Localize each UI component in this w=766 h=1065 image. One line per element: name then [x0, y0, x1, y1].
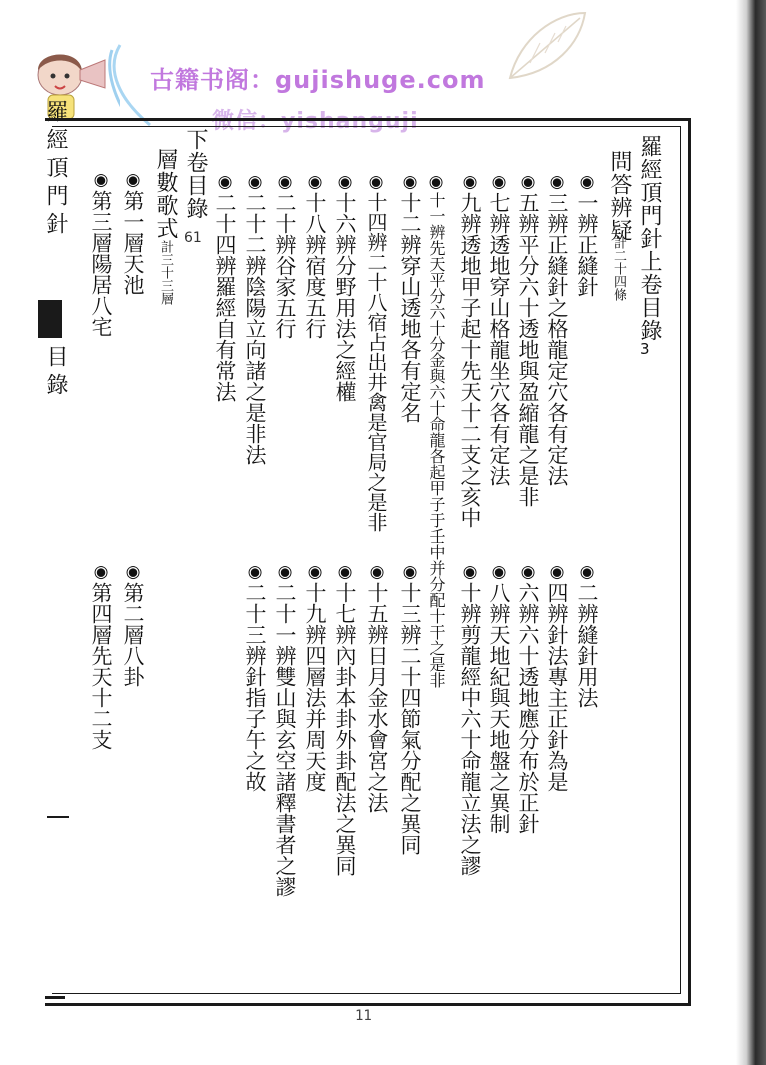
- bullet-icon: ◉: [577, 562, 597, 582]
- lower-page-marker: 61: [184, 230, 202, 246]
- bullet-icon: ◉: [305, 562, 325, 582]
- bullet-icon: ◉: [400, 172, 420, 192]
- toc-item: 五辨平分六十透地與盈縮龍之是非: [516, 192, 540, 507]
- bullet-icon: ◉: [275, 562, 295, 582]
- leaf-icon: [500, 8, 590, 88]
- toc-item: 二十四辨羅經自有常法: [213, 192, 237, 402]
- toc-item: 六辨六十透地應分布於正針: [516, 582, 540, 834]
- watermark-wechat: 微信：yishanguji: [212, 109, 419, 134]
- toc-item: 十五辨日月金水會宮之法: [365, 582, 389, 813]
- toc-item: 十辨剪龍經中六十命龍立法之謬: [458, 582, 482, 876]
- toc-item: 十七辨內卦本卦外卦配法之異同: [333, 582, 357, 876]
- volume-title: 羅經頂門針上卷目錄: [637, 135, 662, 342]
- toc-item: 第二層八卦: [121, 582, 145, 687]
- bullet-icon: ◉: [426, 172, 446, 192]
- section-count: 計二十四條: [611, 236, 626, 301]
- bullet-icon: ◉: [489, 562, 509, 582]
- toc-item: 第三層陽居八宅: [89, 190, 113, 337]
- frame-corner: [45, 996, 65, 999]
- toc-item: 十四辨二十八宿占出井禽是官局之是非: [364, 192, 388, 532]
- bullet-icon: ◉: [547, 172, 567, 192]
- watermark-site: 古籍书阁：gujishuge.com: [150, 66, 486, 94]
- bullet-icon: ◉: [547, 562, 567, 582]
- bullet-icon: ◉: [305, 172, 325, 192]
- toc-item: 二十二辨陰陽立向諸之是非法: [243, 192, 267, 465]
- toc-item: 九辨透地甲子起十先天十二支之亥中: [458, 192, 482, 528]
- bullet-icon: ◉: [518, 562, 538, 582]
- lower-subtitle: 層數歌式: [153, 148, 178, 240]
- toc-item: 八辨天地紀與天地盤之異制: [487, 582, 511, 834]
- toc-item: 二十三辨針指子午之故: [243, 582, 267, 792]
- toc-item: 十三辨二十四節氣分配之異同: [398, 582, 422, 855]
- toc-item: 十一辨先天平分六十分金與六十命龍各起甲子于壬中并分配十干之是非: [427, 192, 446, 688]
- bullet-icon: ◉: [489, 172, 509, 192]
- toc-item: 二十一辨雙山與玄空諸釋書者之謬: [273, 582, 297, 897]
- toc-item: 七辨透地穿山格龍坐穴各有定法: [487, 192, 511, 486]
- lower-volume-title: 下卷目錄: [183, 128, 208, 220]
- bullet-icon: ◉: [245, 172, 265, 192]
- bullet-icon: ◉: [367, 562, 387, 582]
- spine-rule: [47, 816, 69, 818]
- toc-item: 第四層先天十二支: [89, 582, 113, 750]
- bullet-icon: ◉: [123, 170, 143, 190]
- toc-item: 三辨正縫針之格龍定穴各有定法: [545, 192, 569, 486]
- section-subtitle: 問答辨疑: [607, 150, 632, 242]
- bullet-icon: ◉: [518, 172, 538, 192]
- bullet-icon: ◉: [91, 170, 111, 190]
- toc-item: 十六辨分野用法之經權: [333, 192, 357, 402]
- bullet-icon: ◉: [460, 562, 480, 582]
- page-marker: 3: [640, 340, 650, 358]
- bullet-icon: ◉: [275, 172, 295, 192]
- page-number: 11: [355, 1008, 372, 1024]
- toc-item: 第一層天池: [121, 190, 145, 295]
- spine-title: 羅經頂門針: [43, 100, 68, 240]
- bullet-icon: ◉: [245, 562, 265, 582]
- bullet-icon: ◉: [123, 562, 143, 582]
- toc-item: 一辨正縫針: [575, 192, 599, 297]
- toc-item: 二十辨谷家五行: [273, 192, 297, 339]
- spine-section: 目錄: [43, 345, 68, 401]
- bullet-icon: ◉: [400, 562, 420, 582]
- scan-edge: [736, 0, 766, 1065]
- toc-item: 四辨針法專主正針為是: [545, 582, 569, 792]
- bullet-icon: ◉: [335, 562, 355, 582]
- bullet-icon: ◉: [335, 172, 355, 192]
- bullet-icon: ◉: [577, 172, 597, 192]
- lower-subtitle-count: 計三十三層: [158, 240, 173, 305]
- bullet-icon: ◉: [91, 562, 111, 582]
- toc-item: 十八辨宿度五行: [303, 192, 327, 339]
- toc-item: 十二辨穿山透地各有定名: [398, 192, 422, 423]
- bullet-icon: ◉: [215, 172, 235, 192]
- toc-item: 二辨縫針用法: [575, 582, 599, 708]
- bullet-icon: ◉: [460, 172, 480, 192]
- toc-item: 十九辨四層法并周天度: [303, 582, 327, 792]
- bullet-icon: ◉: [366, 172, 386, 192]
